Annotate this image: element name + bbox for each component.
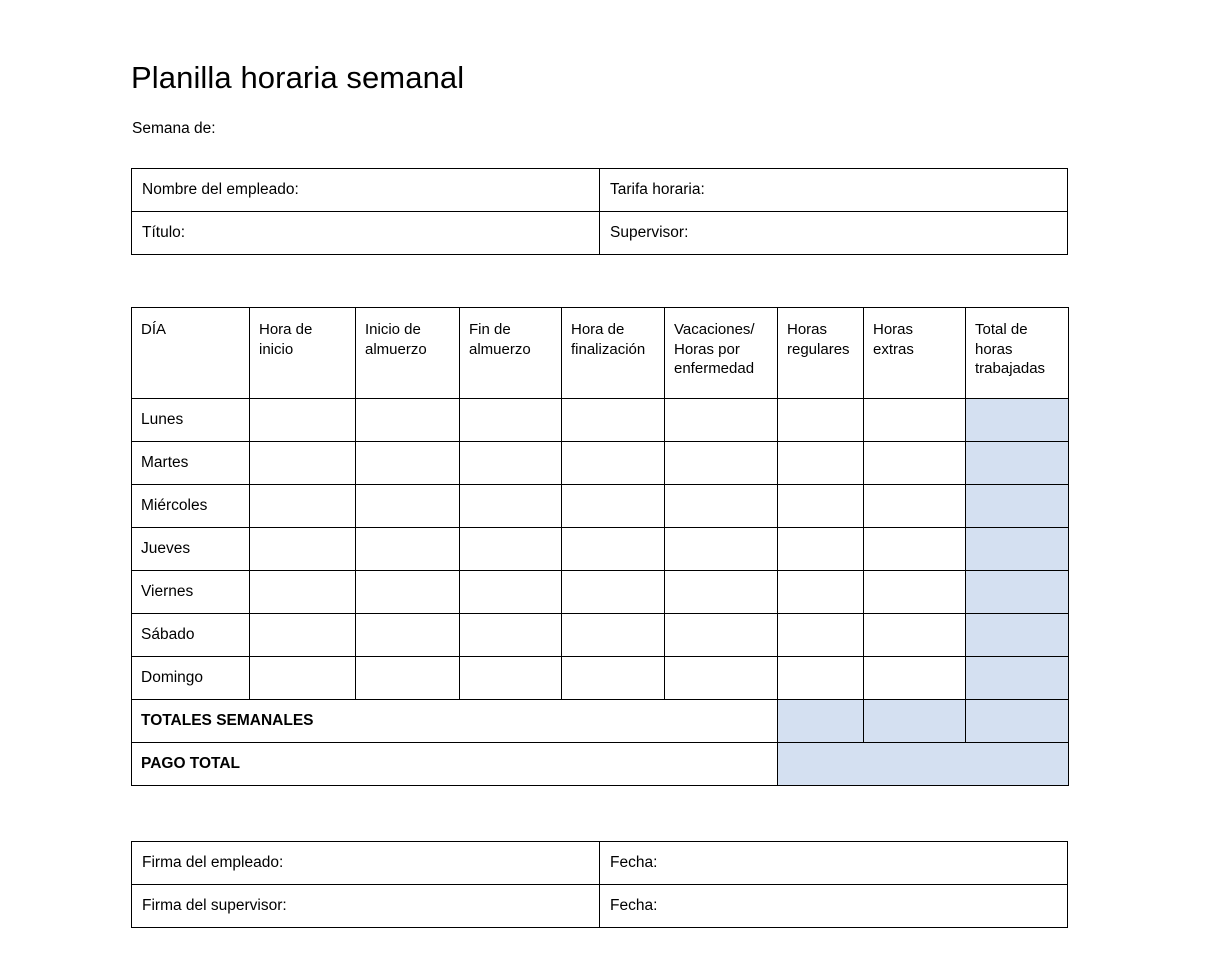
cell-lunes-start-time[interactable] (250, 399, 356, 442)
cell-jueves-regular-hours[interactable] (778, 528, 864, 571)
table-row (132, 885, 1068, 928)
cell-domingo-total-hours[interactable] (966, 657, 1069, 700)
column-header-vacation-sick: Vacaciones/ Horas por enfermedad (665, 308, 778, 399)
cell-jueves-end-time[interactable] (562, 528, 665, 571)
page-title: Planilla horaria semanal (131, 59, 465, 95)
cell-sabado-start-time[interactable] (250, 614, 356, 657)
cell-miercoles-regular-hours[interactable] (778, 485, 864, 528)
cell-martes-lunch-start[interactable] (356, 442, 460, 485)
day-label-miercoles: Miércoles (132, 485, 250, 528)
cell-sabado-regular-hours[interactable] (778, 614, 864, 657)
cell-viernes-total-hours[interactable] (966, 571, 1069, 614)
weekly-timesheet-table (131, 307, 1069, 786)
table-row (132, 571, 1069, 614)
employee-signature-date-cell[interactable] (600, 842, 1068, 885)
cell-total-pay-value[interactable] (778, 743, 1069, 786)
cell-lunes-lunch-end[interactable] (460, 399, 562, 442)
cell-martes-vacation-sick[interactable] (665, 442, 778, 485)
employee-name-cell[interactable] (132, 169, 600, 212)
cell-domingo-vacation-sick[interactable] (665, 657, 778, 700)
employee-signature-label: Firma del empleado: (142, 854, 284, 871)
table-row (132, 842, 1068, 885)
cell-miercoles-end-time[interactable] (562, 485, 665, 528)
cell-lunes-end-time[interactable] (562, 399, 665, 442)
column-header-lunch-end: Fin de almuerzo (460, 308, 562, 399)
employee-signature-date-label: Fecha: (610, 854, 658, 871)
cell-miercoles-vacation-sick[interactable] (665, 485, 778, 528)
employee-info-table (131, 168, 1068, 255)
cell-jueves-vacation-sick[interactable] (665, 528, 778, 571)
job-title-cell[interactable] (132, 212, 600, 255)
cell-miercoles-lunch-end[interactable] (460, 485, 562, 528)
day-label-domingo: Domingo (132, 657, 250, 700)
cell-viernes-lunch-start[interactable] (356, 571, 460, 614)
cell-lunes-regular-hours[interactable] (778, 399, 864, 442)
cell-viernes-lunch-end[interactable] (460, 571, 562, 614)
cell-domingo-regular-hours[interactable] (778, 657, 864, 700)
table-row (132, 657, 1069, 700)
cell-jueves-lunch-end[interactable] (460, 528, 562, 571)
cell-sabado-lunch-start[interactable] (356, 614, 460, 657)
cell-viernes-start-time[interactable] (250, 571, 356, 614)
total-pay-label: PAGO TOTAL (132, 743, 778, 786)
column-header-lunch-start: Inicio de almuerzo (356, 308, 460, 399)
column-header-end-time: Hora de finalización (562, 308, 665, 399)
cell-martes-end-time[interactable] (562, 442, 665, 485)
column-header-regular-hours: Horas regulares (778, 308, 864, 399)
column-header-start-time: Hora de inicio (250, 308, 356, 399)
column-header-overtime-hours: Horas extras (864, 308, 966, 399)
cell-domingo-end-time[interactable] (562, 657, 665, 700)
cell-martes-regular-hours[interactable] (778, 442, 864, 485)
cell-lunes-total-hours[interactable] (966, 399, 1069, 442)
table-row (132, 169, 1068, 212)
table-row (132, 399, 1069, 442)
cell-jueves-total-hours[interactable] (966, 528, 1069, 571)
cell-jueves-start-time[interactable] (250, 528, 356, 571)
table-row (132, 485, 1069, 528)
cell-weekly-total-regular-hours[interactable] (778, 700, 864, 743)
weekly-totals-row (132, 700, 1069, 743)
column-header-total-hours: Total de horas trabajadas (966, 308, 1069, 399)
supervisor-signature-date-cell[interactable] (600, 885, 1068, 928)
hourly-rate-cell[interactable] (600, 169, 1068, 212)
employee-signature-cell[interactable] (132, 842, 600, 885)
cell-sabado-lunch-end[interactable] (460, 614, 562, 657)
day-label-martes: Martes (132, 442, 250, 485)
table-row (132, 528, 1069, 571)
cell-sabado-total-hours[interactable] (966, 614, 1069, 657)
table-row (132, 614, 1069, 657)
cell-miercoles-overtime-hours[interactable] (864, 485, 966, 528)
cell-jueves-overtime-hours[interactable] (864, 528, 966, 571)
cell-sabado-vacation-sick[interactable] (665, 614, 778, 657)
cell-martes-overtime-hours[interactable] (864, 442, 966, 485)
cell-lunes-overtime-hours[interactable] (864, 399, 966, 442)
cell-miercoles-start-time[interactable] (250, 485, 356, 528)
supervisor-cell[interactable] (600, 212, 1068, 255)
cell-domingo-start-time[interactable] (250, 657, 356, 700)
total-pay-row (132, 743, 1069, 786)
cell-domingo-lunch-end[interactable] (460, 657, 562, 700)
cell-viernes-vacation-sick[interactable] (665, 571, 778, 614)
cell-weekly-total-overtime-hours[interactable] (864, 700, 966, 743)
cell-martes-lunch-end[interactable] (460, 442, 562, 485)
supervisor-label: Supervisor: (610, 224, 689, 241)
cell-viernes-end-time[interactable] (562, 571, 665, 614)
cell-martes-total-hours[interactable] (966, 442, 1069, 485)
cell-domingo-overtime-hours[interactable] (864, 657, 966, 700)
day-label-lunes: Lunes (132, 399, 250, 442)
timesheet-header-row (132, 308, 1069, 399)
week-of-label: Semana de: (132, 120, 216, 137)
signature-table (131, 841, 1068, 928)
table-row (132, 442, 1069, 485)
cell-sabado-overtime-hours[interactable] (864, 614, 966, 657)
day-label-viernes: Viernes (132, 571, 250, 614)
cell-miercoles-lunch-start[interactable] (356, 485, 460, 528)
cell-viernes-overtime-hours[interactable] (864, 571, 966, 614)
table-row (132, 212, 1068, 255)
employee-name-label: Nombre del empleado: (142, 181, 299, 198)
cell-domingo-lunch-start[interactable] (356, 657, 460, 700)
cell-miercoles-total-hours[interactable] (966, 485, 1069, 528)
cell-lunes-vacation-sick[interactable] (665, 399, 778, 442)
column-header-day: DÍA (132, 308, 250, 399)
job-title-label: Título: (142, 224, 186, 241)
cell-viernes-regular-hours[interactable] (778, 571, 864, 614)
supervisor-signature-date-label: Fecha: (610, 897, 658, 914)
cell-lunes-lunch-start[interactable] (356, 399, 460, 442)
cell-martes-start-time[interactable] (250, 442, 356, 485)
cell-jueves-lunch-start[interactable] (356, 528, 460, 571)
day-label-jueves: Jueves (132, 528, 250, 571)
cell-weekly-total-hours[interactable] (966, 700, 1069, 743)
supervisor-signature-label: Firma del supervisor: (142, 897, 287, 914)
supervisor-signature-cell[interactable] (132, 885, 600, 928)
hourly-rate-label: Tarifa horaria: (610, 181, 705, 198)
day-label-sabado: Sábado (132, 614, 250, 657)
weekly-totals-label: TOTALES SEMANALES (132, 700, 778, 743)
cell-sabado-end-time[interactable] (562, 614, 665, 657)
